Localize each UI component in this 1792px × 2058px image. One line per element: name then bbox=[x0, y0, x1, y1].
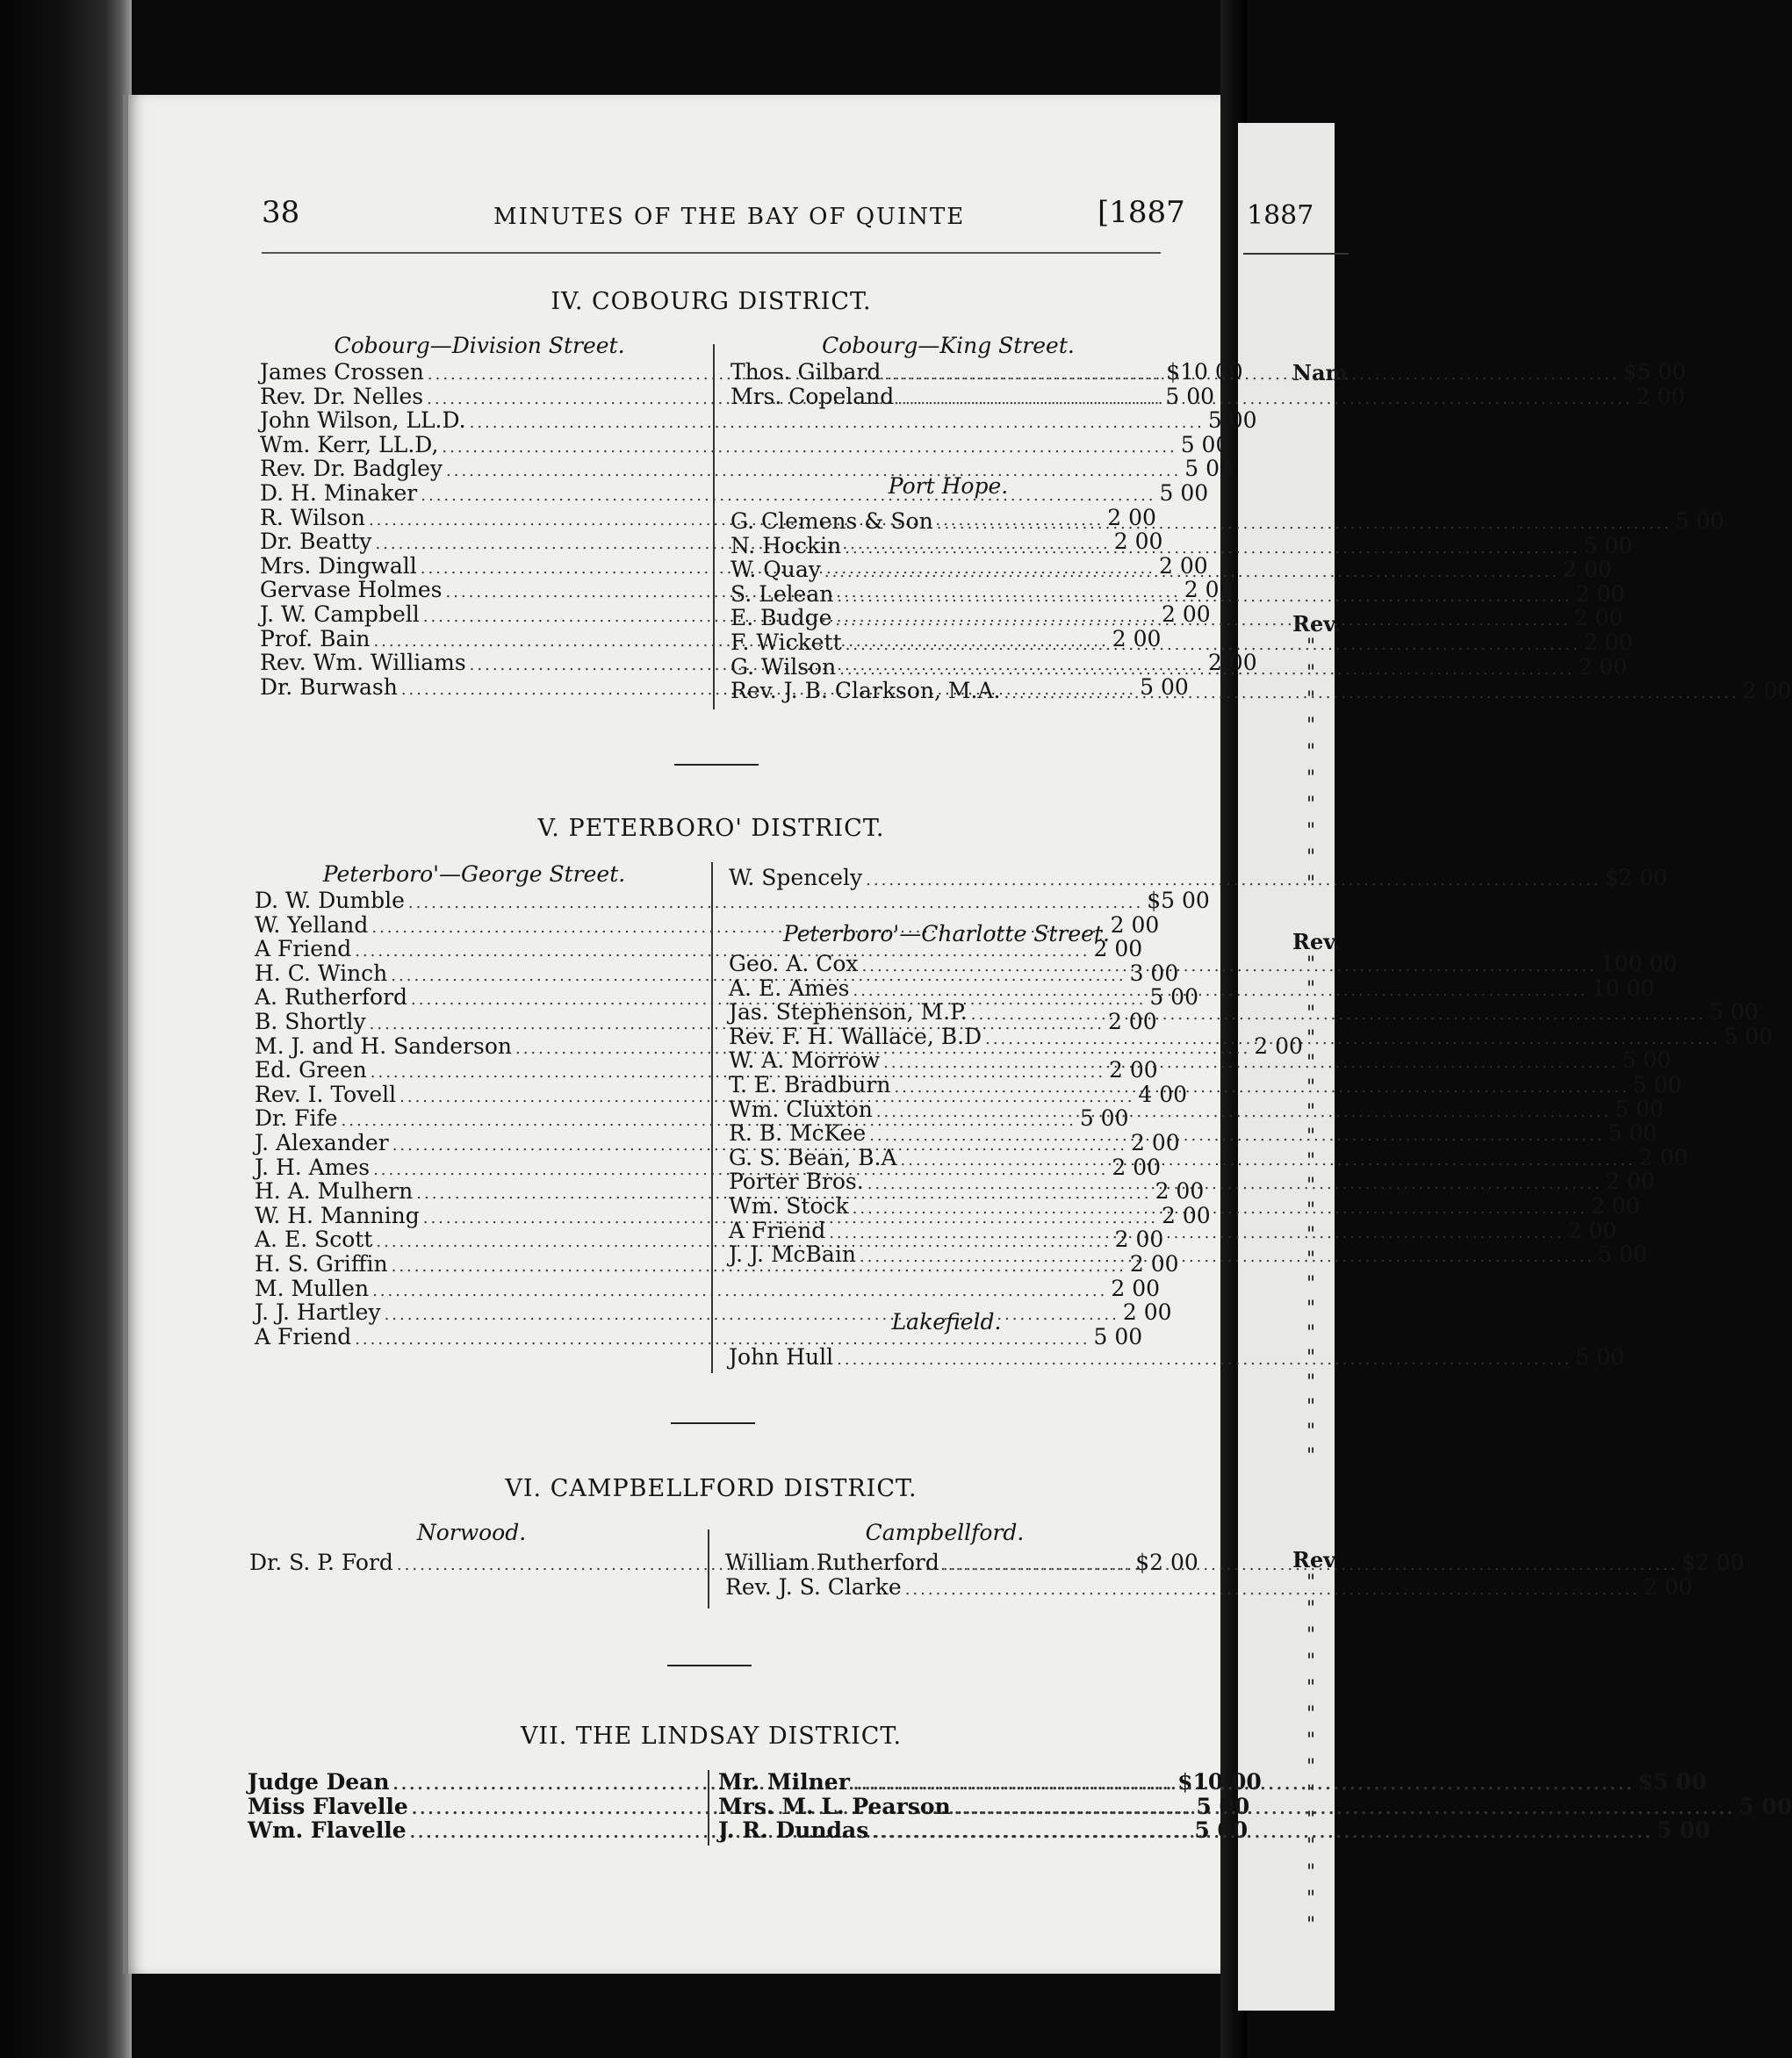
donor-name: Thos. Gilbard bbox=[730, 359, 882, 385]
donor-row bbox=[255, 888, 1210, 913]
donor-row bbox=[729, 1217, 1617, 1243]
ditto-mark: " bbox=[1306, 636, 1316, 658]
donor-name: N. Hockin bbox=[730, 532, 842, 558]
ditto-mark: " bbox=[1306, 1809, 1316, 1831]
donor-name: W. H. Manning bbox=[255, 1202, 420, 1228]
leader-dots bbox=[985, 1027, 1720, 1052]
donation-amount: 2 00 bbox=[1155, 1178, 1205, 1205]
donation-amount: 5 00 bbox=[1159, 479, 1209, 506]
ditto-mark: " bbox=[1306, 1861, 1316, 1883]
donor-name: M. Mullen bbox=[255, 1275, 370, 1301]
adjacent-page-fragment: Rev bbox=[1292, 1547, 1336, 1572]
donor-name: W. Yelland bbox=[255, 911, 369, 938]
ditto-mark: " bbox=[1306, 1273, 1316, 1295]
donor-row bbox=[725, 1573, 1693, 1600]
ditto-mark: " bbox=[1306, 1396, 1316, 1418]
donation-amount: 2 00 bbox=[1575, 580, 1625, 607]
donor-name: A Friend bbox=[255, 1323, 352, 1349]
ditto-mark: " bbox=[1306, 662, 1316, 684]
donor-name: James Crossen bbox=[260, 359, 424, 385]
campbellford bbox=[725, 1519, 1745, 1600]
leader-dots bbox=[867, 1172, 1602, 1197]
donor-name: A. Rutherford bbox=[255, 984, 408, 1011]
donor-name: Geo. A. Cox bbox=[729, 951, 859, 976]
donation-amount: 5 00 bbox=[1079, 1105, 1129, 1132]
donation-amount: $10 00 bbox=[1166, 359, 1243, 385]
donor-name: J. W. Campbell bbox=[260, 601, 420, 627]
district-title: VI. CAMPBELLFORD DISTRICT. bbox=[505, 1475, 918, 1502]
ditto-mark: " bbox=[1306, 1421, 1316, 1443]
ditto-mark: " bbox=[1306, 846, 1316, 868]
donor-name: M. J. and H. Sanderson bbox=[255, 1033, 512, 1059]
donor-name: John Wilson, LL.D. bbox=[260, 407, 466, 434]
donation-amount: 5 00 bbox=[1675, 508, 1724, 534]
ditto-mark: " bbox=[1306, 1150, 1316, 1172]
donor-name: R. B. McKee bbox=[729, 1120, 867, 1147]
donor-row bbox=[730, 532, 1633, 558]
section-separator bbox=[667, 1665, 752, 1666]
ditto-mark: " bbox=[1306, 978, 1316, 1000]
donor-name: A Friend bbox=[255, 936, 352, 962]
donor-name: Rev. F. H. Wallace, B.D bbox=[729, 1023, 982, 1049]
donor-name: John Hull bbox=[729, 1344, 834, 1370]
district-title: VII. THE LINDSAY DISTRICT. bbox=[520, 1723, 903, 1750]
ditto-mark: " bbox=[1306, 1624, 1316, 1646]
donor-name: A. E. Scott bbox=[255, 1227, 373, 1253]
donor-row bbox=[718, 1817, 1710, 1844]
donor-row bbox=[255, 1275, 1161, 1301]
ditto-mark: " bbox=[1306, 1371, 1316, 1393]
ditto-mark: " bbox=[1306, 688, 1316, 710]
ditto-mark: " bbox=[1306, 1322, 1316, 1344]
adjacent-page-fragment: Rev. bbox=[1292, 929, 1342, 954]
adjacent-page-rule bbox=[1243, 253, 1349, 255]
donation-amount: 2 00 bbox=[1109, 1057, 1158, 1083]
leader-dots bbox=[883, 1051, 1618, 1076]
donation-amount: 100 00 bbox=[1600, 951, 1678, 976]
leader-dots bbox=[869, 1124, 1604, 1148]
donation-amount: 5 00 bbox=[1140, 673, 1189, 700]
section-heading: Port Hope. bbox=[888, 473, 1009, 499]
donation-amount: 5 00 bbox=[1093, 1323, 1143, 1349]
leader-dots bbox=[829, 1221, 1564, 1246]
donor-name: Dr. Burwash bbox=[260, 673, 398, 700]
donor-name: Judge Dean bbox=[248, 1769, 390, 1795]
donation-amount: 4 00 bbox=[1138, 1081, 1188, 1107]
donor-name: G. Wilson bbox=[730, 653, 837, 680]
donor-row bbox=[729, 865, 1668, 890]
ditto-mark: " bbox=[1306, 1101, 1316, 1123]
donation-amount: 5 00 bbox=[1180, 431, 1230, 457]
leader-dots bbox=[846, 633, 1580, 658]
donor-name: Mrs. Dingwall bbox=[260, 552, 417, 579]
leader-dots bbox=[876, 1100, 1611, 1125]
donation-amount: 2 00 bbox=[1107, 504, 1156, 530]
donor-name: D. H. Minaker bbox=[260, 479, 418, 506]
donor-row bbox=[730, 557, 1612, 583]
donor-name: J. R. Dundas bbox=[718, 1817, 869, 1844]
donation-amount: $2 00 bbox=[1135, 1550, 1198, 1575]
adjacent-page-fragment: Nam bbox=[1292, 360, 1348, 385]
leader-dots bbox=[862, 954, 1597, 979]
donor-row bbox=[729, 1344, 1625, 1370]
donation-amount: 2 00 bbox=[1563, 557, 1612, 583]
donor-name: H. S. Griffin bbox=[255, 1250, 388, 1277]
leader-dots bbox=[897, 383, 1632, 412]
donation-amount: 2 00 bbox=[1605, 1169, 1655, 1195]
donor-name: Rev. Dr. Badgley bbox=[260, 456, 443, 482]
donor-name: G. S. Bean, B.A bbox=[729, 1144, 897, 1170]
donor-name: A Friend bbox=[729, 1217, 826, 1243]
donation-amount: 2 00 bbox=[1643, 1573, 1693, 1600]
donor-name: J. Alexander bbox=[255, 1129, 389, 1155]
leader-dots bbox=[442, 435, 1177, 460]
donor-row bbox=[730, 580, 1625, 607]
donor-row bbox=[255, 1323, 1143, 1349]
donor-name: D. W. Dumble bbox=[255, 888, 405, 913]
donation-amount: 2 00 bbox=[1636, 383, 1686, 409]
donation-amount: 5 00 bbox=[1583, 532, 1633, 558]
ditto-mark: " bbox=[1306, 1598, 1316, 1620]
donor-name: H. A. Mulhern bbox=[255, 1178, 414, 1205]
donor-name: W. Spencely bbox=[729, 865, 863, 890]
donor-name: Dr. Beatty bbox=[260, 529, 372, 555]
leader-dots bbox=[853, 1197, 1587, 1221]
donation-amount: 2 00 bbox=[1112, 1154, 1162, 1180]
donor-name: Porter Bros. bbox=[729, 1169, 864, 1195]
donor-name: Mrs. M. L. Pearson bbox=[718, 1793, 951, 1819]
donation-amount: $5 00 bbox=[1637, 1769, 1707, 1795]
donor-name: Wm. Stock bbox=[729, 1192, 849, 1219]
donor-row bbox=[260, 431, 1230, 457]
ditto-mark: " bbox=[1306, 1835, 1316, 1857]
running-year: [1887 bbox=[1098, 195, 1185, 230]
donor-name: S. Lelean bbox=[730, 580, 834, 607]
donor-row bbox=[730, 508, 1724, 534]
column-divider bbox=[711, 862, 713, 1373]
ditto-mark: " bbox=[1306, 1027, 1316, 1049]
donation-amount: 2 00 bbox=[1583, 629, 1633, 655]
leader-dots bbox=[853, 1773, 1635, 1797]
donation-amount: 5 00 bbox=[1207, 407, 1257, 434]
donor-name: T. E. Bradburn bbox=[729, 1071, 891, 1097]
donor-name: R. Wilson bbox=[260, 504, 365, 530]
section-heading: Peterboro'—George Street. bbox=[322, 861, 626, 887]
donor-row bbox=[730, 629, 1633, 655]
leader-dots bbox=[943, 1550, 1678, 1578]
donation-amount: $10 00 bbox=[1177, 1769, 1262, 1795]
donation-amount: 2 00 bbox=[1113, 529, 1163, 555]
donation-amount: 2 00 bbox=[1129, 1250, 1179, 1277]
ditto-mark: " bbox=[1306, 1052, 1316, 1074]
donation-amount: 5 00 bbox=[1724, 1023, 1774, 1049]
donor-name: Rev. I. Tovell bbox=[255, 1081, 397, 1107]
page-number: 38 bbox=[262, 195, 300, 230]
ditto-mark: " bbox=[1306, 794, 1316, 816]
donation-amount: 2 00 bbox=[1159, 552, 1208, 579]
section-heading: Lakefield. bbox=[891, 1309, 1002, 1335]
donor-row bbox=[730, 653, 1628, 680]
donor-row bbox=[729, 999, 1759, 1025]
donation-amount: 5 00 bbox=[1196, 1793, 1250, 1819]
donor-name: Jas. Stephenson, M.P. bbox=[729, 999, 968, 1025]
ditto-mark: " bbox=[1306, 1703, 1316, 1725]
ditto-mark: " bbox=[1306, 1572, 1316, 1594]
leader-dots bbox=[905, 1578, 1640, 1602]
ditto-mark: " bbox=[1306, 1730, 1316, 1752]
leader-dots bbox=[901, 1148, 1636, 1173]
column-divider bbox=[713, 344, 715, 709]
district-title: IV. COBOURG DISTRICT. bbox=[551, 288, 872, 315]
donor-row bbox=[260, 456, 1234, 482]
section-heading: Cobourg—Division Street. bbox=[334, 333, 625, 358]
donation-amount: 2 00 bbox=[1254, 1033, 1303, 1059]
leader-dots bbox=[837, 585, 1572, 609]
donation-amount: 5 00 bbox=[1709, 999, 1759, 1025]
donor-name: Wm. Kerr, LL.D, bbox=[260, 431, 439, 457]
ditto-mark: " bbox=[1306, 873, 1316, 895]
donor-name: H. C. Winch bbox=[255, 960, 388, 986]
donation-amount: 2 00 bbox=[1114, 1227, 1164, 1253]
ditto-mark: " bbox=[1306, 715, 1316, 737]
donor-row bbox=[729, 1144, 1688, 1170]
donation-amount: 2 00 bbox=[1590, 1192, 1640, 1219]
donation-amount: 5 00 bbox=[1656, 1817, 1710, 1844]
donor-name: Dr. Fife bbox=[255, 1105, 338, 1132]
ditto-mark: " bbox=[1306, 1076, 1316, 1098]
section-separator bbox=[671, 1422, 755, 1424]
donor-name: W. Quay bbox=[730, 557, 821, 583]
donor-name: Rev. Wm. Williams bbox=[260, 650, 466, 676]
donation-amount: 2 00 bbox=[1573, 605, 1623, 631]
donor-name: Miss Flavelle bbox=[248, 1793, 408, 1819]
ditto-mark: " bbox=[1306, 1347, 1316, 1369]
donation-amount: 2 00 bbox=[1162, 1202, 1211, 1228]
donation-amount: 5 00 bbox=[1598, 1241, 1647, 1268]
donor-name: Wm. Flavelle bbox=[248, 1817, 407, 1844]
donation-amount: 2 00 bbox=[1110, 911, 1160, 938]
ditto-mark: " bbox=[1306, 1199, 1316, 1221]
donation-amount: $2 00 bbox=[1681, 1550, 1745, 1575]
peterboro-spencely bbox=[729, 865, 1668, 890]
donation-amount: 2 00 bbox=[1093, 936, 1143, 962]
donor-name: Rev. Dr. Nelles bbox=[260, 383, 424, 409]
section-heading: Campbellford. bbox=[865, 1520, 1025, 1545]
donation-amount: 2 00 bbox=[1107, 1008, 1157, 1034]
donor-row bbox=[255, 936, 1143, 962]
ditto-mark: " bbox=[1306, 1445, 1316, 1467]
leader-dots bbox=[971, 1003, 1706, 1027]
ditto-mark: " bbox=[1306, 1248, 1316, 1270]
donation-amount: 2 00 bbox=[1122, 1299, 1172, 1326]
donation-amount: 5 00 bbox=[1632, 1071, 1682, 1097]
leader-dots bbox=[837, 1348, 1572, 1372]
section-heading: Norwood. bbox=[416, 1520, 527, 1545]
ditto-mark: " bbox=[1306, 1003, 1316, 1025]
district-title: V. PETERBORO' DISTRICT. bbox=[537, 815, 885, 842]
donor-name: J. H. Ames bbox=[255, 1154, 371, 1180]
ditto-mark: " bbox=[1306, 820, 1316, 842]
donor-name: William Rutherford bbox=[725, 1550, 939, 1575]
leader-dots bbox=[860, 1245, 1594, 1270]
ditto-mark: " bbox=[1306, 1298, 1316, 1320]
donation-amount: $5 00 bbox=[1623, 359, 1687, 385]
donor-name: Dr. S. P. Ford bbox=[249, 1550, 393, 1575]
donation-amount: 2 00 bbox=[1567, 1217, 1617, 1243]
leader-dots bbox=[937, 512, 1672, 536]
section-heading: Peterboro'—Charlotte Street. bbox=[783, 921, 1110, 946]
donor-name: Mr. Milner bbox=[718, 1769, 850, 1795]
donor-row bbox=[260, 407, 1257, 434]
leader-dots bbox=[1004, 681, 1738, 706]
donor-row bbox=[729, 1096, 1664, 1122]
adjacent-page-year: 1887 bbox=[1247, 200, 1314, 231]
donation-amount: 10 00 bbox=[1591, 975, 1655, 1001]
column-divider bbox=[708, 1770, 709, 1846]
donation-amount: 2 00 bbox=[1184, 577, 1234, 603]
donation-amount: 2 00 bbox=[1578, 653, 1628, 680]
leader-dots bbox=[954, 1793, 1736, 1822]
ditto-mark: " bbox=[1306, 741, 1316, 763]
ditto-mark: " bbox=[1306, 767, 1316, 789]
donor-name: J. J. Hartley bbox=[255, 1299, 381, 1326]
donation-amount: $5 00 bbox=[1147, 888, 1210, 913]
donation-amount: 5 00 bbox=[1149, 984, 1198, 1011]
donor-name: Ed. Green bbox=[255, 1057, 367, 1083]
donor-name: Prof. Bain bbox=[260, 625, 371, 651]
ditto-mark: " bbox=[1306, 1224, 1316, 1246]
donor-name: Wm. Cluxton bbox=[729, 1096, 873, 1122]
donation-amount: 2 00 bbox=[1742, 678, 1792, 704]
donor-name: F. Wickett bbox=[730, 629, 842, 655]
donation-amount: 2 00 bbox=[1112, 625, 1162, 651]
donor-name: Mrs. Copeland bbox=[730, 383, 895, 409]
leader-dots bbox=[408, 891, 1143, 916]
donation-amount: 2 00 bbox=[1111, 1275, 1161, 1301]
leader-dots bbox=[835, 608, 1570, 633]
donor-name: Rev. J. S. Clarke bbox=[725, 1573, 902, 1600]
donor-row bbox=[718, 1793, 1792, 1819]
donation-amount: 2 00 bbox=[1207, 650, 1257, 676]
ditto-mark: " bbox=[1306, 953, 1316, 975]
leader-dots bbox=[845, 536, 1580, 561]
leader-dots bbox=[894, 1076, 1629, 1100]
ditto-mark: " bbox=[1306, 1175, 1316, 1197]
ditto-mark: " bbox=[1306, 1126, 1316, 1148]
donation-amount: 5 00 bbox=[1194, 1817, 1249, 1844]
donation-amount: 5 00 bbox=[1575, 1344, 1625, 1370]
section-separator bbox=[674, 764, 759, 766]
ditto-mark: " bbox=[1306, 1782, 1316, 1804]
donation-amount: 5 00 bbox=[1738, 1793, 1792, 1819]
header-rule bbox=[262, 252, 1161, 254]
adjacent-page-fragment: Rev. bbox=[1292, 611, 1342, 637]
donor-name: G. Clemens & Son bbox=[730, 508, 933, 534]
ditto-mark: " bbox=[1306, 1677, 1316, 1699]
donation-amount: 3 00 bbox=[1129, 960, 1179, 986]
donation-amount: 2 00 bbox=[1130, 1129, 1180, 1155]
donor-name: B. Shortly bbox=[255, 1008, 366, 1034]
leader-dots bbox=[866, 868, 1601, 893]
column-divider bbox=[708, 1529, 709, 1608]
ditto-mark: " bbox=[1306, 1756, 1316, 1778]
donor-name: W. A. Morrow bbox=[729, 1047, 881, 1074]
leader-dots bbox=[824, 560, 1559, 585]
leader-dots bbox=[372, 1279, 1107, 1304]
section-heading: Cobourg—King Street. bbox=[822, 333, 1075, 358]
ditto-mark: " bbox=[1306, 1888, 1316, 1910]
donation-amount: 5 00 bbox=[1608, 1120, 1658, 1147]
ditto-mark: " bbox=[1306, 1914, 1316, 1936]
donor-name: A. E. Ames bbox=[729, 975, 850, 1001]
running-title: MINUTES OF THE BAY OF QUINTE bbox=[493, 204, 966, 230]
donation-amount: 2 00 bbox=[1638, 1144, 1688, 1170]
donation-amount: 2 00 bbox=[1162, 601, 1211, 627]
donation-amount: 5 00 bbox=[1622, 1047, 1672, 1074]
leader-dots bbox=[470, 411, 1205, 435]
donation-amount: 5 00 bbox=[1615, 1096, 1664, 1122]
leader-dots bbox=[872, 1821, 1653, 1846]
donation-amount: $2 00 bbox=[1604, 865, 1668, 890]
donation-amount: 5 00 bbox=[1184, 456, 1234, 482]
peterboro-charlotte-street bbox=[729, 920, 1774, 1268]
port-hope bbox=[730, 472, 1792, 704]
donor-row bbox=[729, 1192, 1640, 1219]
donor-row bbox=[729, 1169, 1655, 1195]
donor-name: Gervase Holmes bbox=[260, 577, 443, 603]
ditto-mark: " bbox=[1306, 1651, 1316, 1673]
donor-name: J. J. McBain bbox=[729, 1241, 856, 1268]
donor-name: Rev. J. B. Clarkson, M.A. bbox=[730, 678, 1001, 704]
lakefield bbox=[729, 1308, 1625, 1370]
donor-name: E. Budge bbox=[730, 605, 832, 631]
donor-row bbox=[729, 1047, 1672, 1074]
leader-dots bbox=[884, 363, 1619, 387]
donation-amount: 5 00 bbox=[1165, 383, 1215, 409]
